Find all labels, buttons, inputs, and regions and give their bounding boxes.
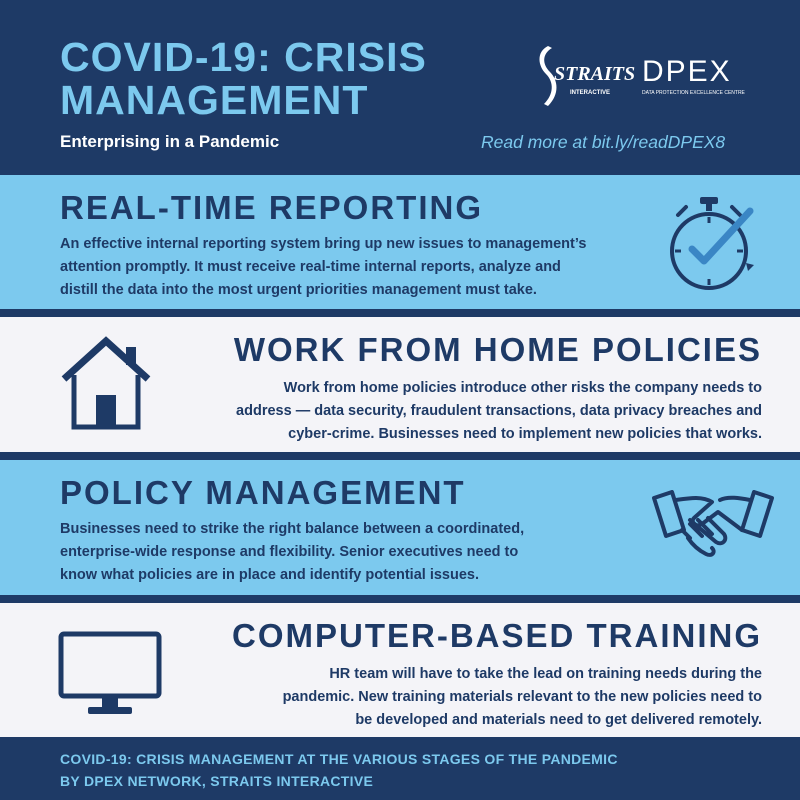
- section-title: COMPUTER-BASED TRAINING: [232, 617, 762, 654]
- dpex-logo: [642, 55, 746, 96]
- logos: [534, 44, 764, 114]
- section-body: [142, 377, 762, 446]
- section-title: POLICY MANAGEMENT: [60, 474, 466, 511]
- straits-logo: [540, 46, 636, 106]
- body-line: Businesses need to strike the right balance between a coordinated,: [60, 521, 525, 537]
- section-body: [162, 663, 762, 732]
- subtitle: Enterprising in a Pandemic: [60, 132, 280, 151]
- body-line: An effective internal reporting system bring up new issues to management’s: [60, 236, 587, 252]
- title-line-2: MANAGEMENT: [60, 77, 369, 123]
- dpex-logo-subtext: DATA PROTECTION EXCELLENCE CENTRE: [642, 90, 745, 96]
- dpex-logo-text: DPEX: [642, 55, 732, 88]
- section-body: [60, 518, 670, 587]
- body-line: attention promptly. It must receive real-time internal reports, analyze and: [60, 259, 561, 275]
- title-line-1: COVID-19: CRISIS: [60, 34, 427, 80]
- page-title: [60, 36, 490, 122]
- section-work-from-home: [0, 317, 800, 452]
- header: [0, 0, 800, 170]
- footer: [0, 740, 800, 800]
- body-line: pandemic. New training materials relevant to the new policies need to: [282, 689, 762, 705]
- body-line: HR team will have to take the lead on training needs during the: [329, 666, 762, 682]
- body-line: know what policies are in place and identify potential issues.: [60, 567, 479, 583]
- straits-logo-subtext: INTERACTIVE: [570, 90, 611, 96]
- footer-line-1: COVID-19: CRISIS MANAGEMENT AT THE VARIOUS STAGES OF THE PANDEMIC: [60, 751, 618, 767]
- section-real-time-reporting: [0, 175, 800, 309]
- stopwatch-check-icon: [662, 193, 772, 297]
- read-more-link[interactable]: Read more at bit.ly/readDPEX8: [481, 132, 726, 152]
- section-title: REAL-TIME REPORTING: [60, 189, 483, 226]
- body-line: enterprise-wide response and flexibility. Senior executives need to: [60, 544, 519, 560]
- section-policy-management: [0, 460, 800, 595]
- footer-line-2: BY DPEX NETWORK, STRAITS INTERACTIVE: [60, 773, 374, 789]
- section-body: [60, 233, 700, 302]
- monitor-icon: [58, 631, 162, 717]
- body-line: cyber-crime. Businesses need to implement new policies that works.: [288, 426, 762, 442]
- body-line: Work from home policies introduce other risks the company needs to: [283, 380, 762, 396]
- handshake-icon: [650, 490, 776, 566]
- body-line: address — data security, fraudulent transactions, data privacy breaches and: [236, 403, 762, 419]
- straits-logo-text: STRAITS: [554, 63, 636, 85]
- body-line: be developed and materials need to get delivered remotely.: [355, 712, 762, 728]
- body-line: distill the data into the most urgent priorities management must take.: [60, 282, 537, 298]
- section-title: WORK FROM HOME POLICIES: [233, 331, 762, 368]
- section-computer-based-training: [0, 603, 800, 737]
